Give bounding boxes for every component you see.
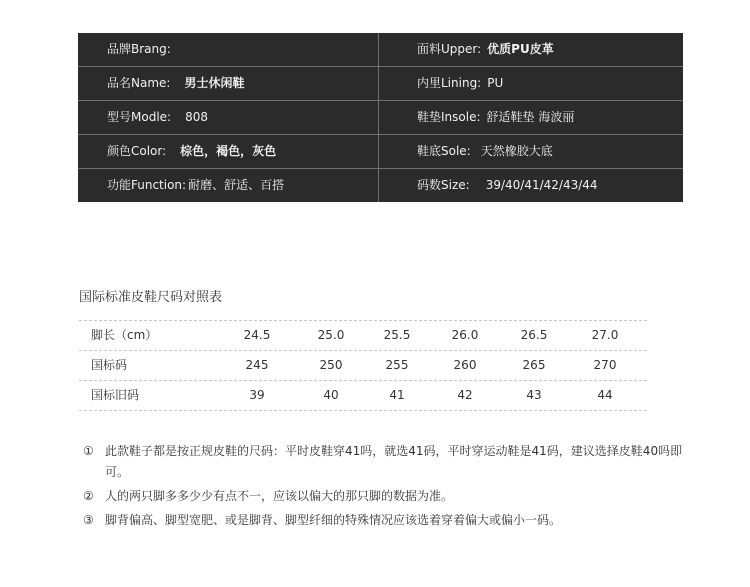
spec-key-brand: 品牌Brang: (107, 42, 171, 56)
size-row-label: 国标旧码 (91, 388, 140, 402)
spec-value-model: 808 (185, 110, 208, 124)
spec-cell-color (107, 135, 276, 168)
size-cell: 245 (245, 358, 269, 372)
spec-row-function (78, 168, 683, 202)
notes-list (83, 441, 683, 534)
spec-row-name (78, 66, 683, 100)
size-cell: 41 (389, 388, 405, 402)
spec-key-model: 型号Modle: (107, 110, 172, 124)
spec-value-sole: 天然橡胶大底 (480, 144, 553, 158)
size-cell: 43 (526, 388, 542, 402)
size-cell: 270 (593, 358, 617, 372)
spec-row-brand (78, 33, 683, 66)
size-row-national (79, 351, 647, 381)
note-text: 此款鞋子都是按正规皮鞋的尺码：平时皮鞋穿41吗，就选41码，平时穿运动鞋是41码，建议选择皮鞋40吗即可。 (105, 444, 683, 479)
size-row-label: 国标码 (91, 358, 128, 372)
spec-value-size: 39/40/41/42/43/44 (485, 178, 598, 192)
note-item (83, 486, 683, 507)
spec-key-sole: 鞋底Sole: (417, 144, 471, 158)
spec-cell-model (107, 101, 208, 134)
note-number: ② (83, 489, 94, 503)
size-cell: 24.5 (243, 328, 271, 342)
spec-key-name: 品名Name: (107, 76, 171, 90)
spec-cell-function (107, 169, 284, 202)
spec-key-function: 功能Function: (107, 178, 187, 192)
size-cell: 265 (522, 358, 546, 372)
spec-key-color: 颜色Color: (107, 144, 167, 158)
spec-row-model (78, 100, 683, 134)
size-cell: 39 (249, 388, 265, 402)
size-cell: 27.0 (591, 328, 619, 342)
size-cell: 25.0 (317, 328, 345, 342)
spec-cell-sole (417, 135, 553, 168)
spec-cell-upper (417, 33, 554, 66)
spec-value-insole: 舒适鞋垫 海波丽 (486, 110, 575, 124)
note-item (83, 441, 683, 483)
spec-value-upper: 优质PU皮革 (487, 42, 554, 56)
size-cell: 26.5 (520, 328, 548, 342)
size-cell: 255 (385, 358, 409, 372)
spec-cell-lining (417, 67, 503, 100)
spec-key-upper: 面料Upper: (417, 42, 482, 56)
size-cell: 260 (453, 358, 477, 372)
note-text: 人的两只脚多多少少有点不一，应该以偏大的那只脚的数据为准。 (105, 489, 454, 503)
size-cell: 44 (597, 388, 613, 402)
spec-panel (78, 33, 683, 202)
size-chart-table (79, 320, 647, 411)
spec-row-color (78, 134, 683, 168)
spec-key-size: 码数Size: (417, 178, 470, 192)
spec-value-lining: PU (487, 76, 504, 90)
note-number: ① (83, 444, 94, 458)
note-text: 脚背偏高、脚型宽肥、或是脚背、脚型纤细的特殊情况应该选着穿着偏大或偏小一码。 (105, 513, 562, 527)
size-cell: 40 (323, 388, 339, 402)
note-number: ③ (83, 513, 94, 527)
spec-value-color: 棕色，褐色，灰色 (180, 144, 277, 158)
spec-key-insole: 鞋垫Insole: (417, 110, 481, 124)
size-row-label: 脚长（cm） (91, 328, 158, 342)
size-chart-title: 国际标准皮鞋尺码对照表 (79, 290, 223, 305)
size-cell: 26.0 (451, 328, 479, 342)
size-cell: 25.5 (383, 328, 411, 342)
spec-value-function: 耐磨、舒适、百搭 (188, 178, 285, 192)
size-row-foot-length (79, 320, 647, 351)
spec-cell-brand (107, 33, 185, 66)
note-item (83, 510, 683, 531)
spec-value-name: 男士休闲鞋 (184, 76, 245, 90)
spec-cell-name (107, 67, 244, 100)
spec-cell-insole (417, 101, 574, 134)
size-cell: 250 (319, 358, 343, 372)
size-cell: 42 (457, 388, 473, 402)
spec-key-lining: 内里Lining: (417, 76, 482, 90)
size-row-national-old (79, 381, 647, 411)
spec-cell-size (417, 169, 598, 202)
